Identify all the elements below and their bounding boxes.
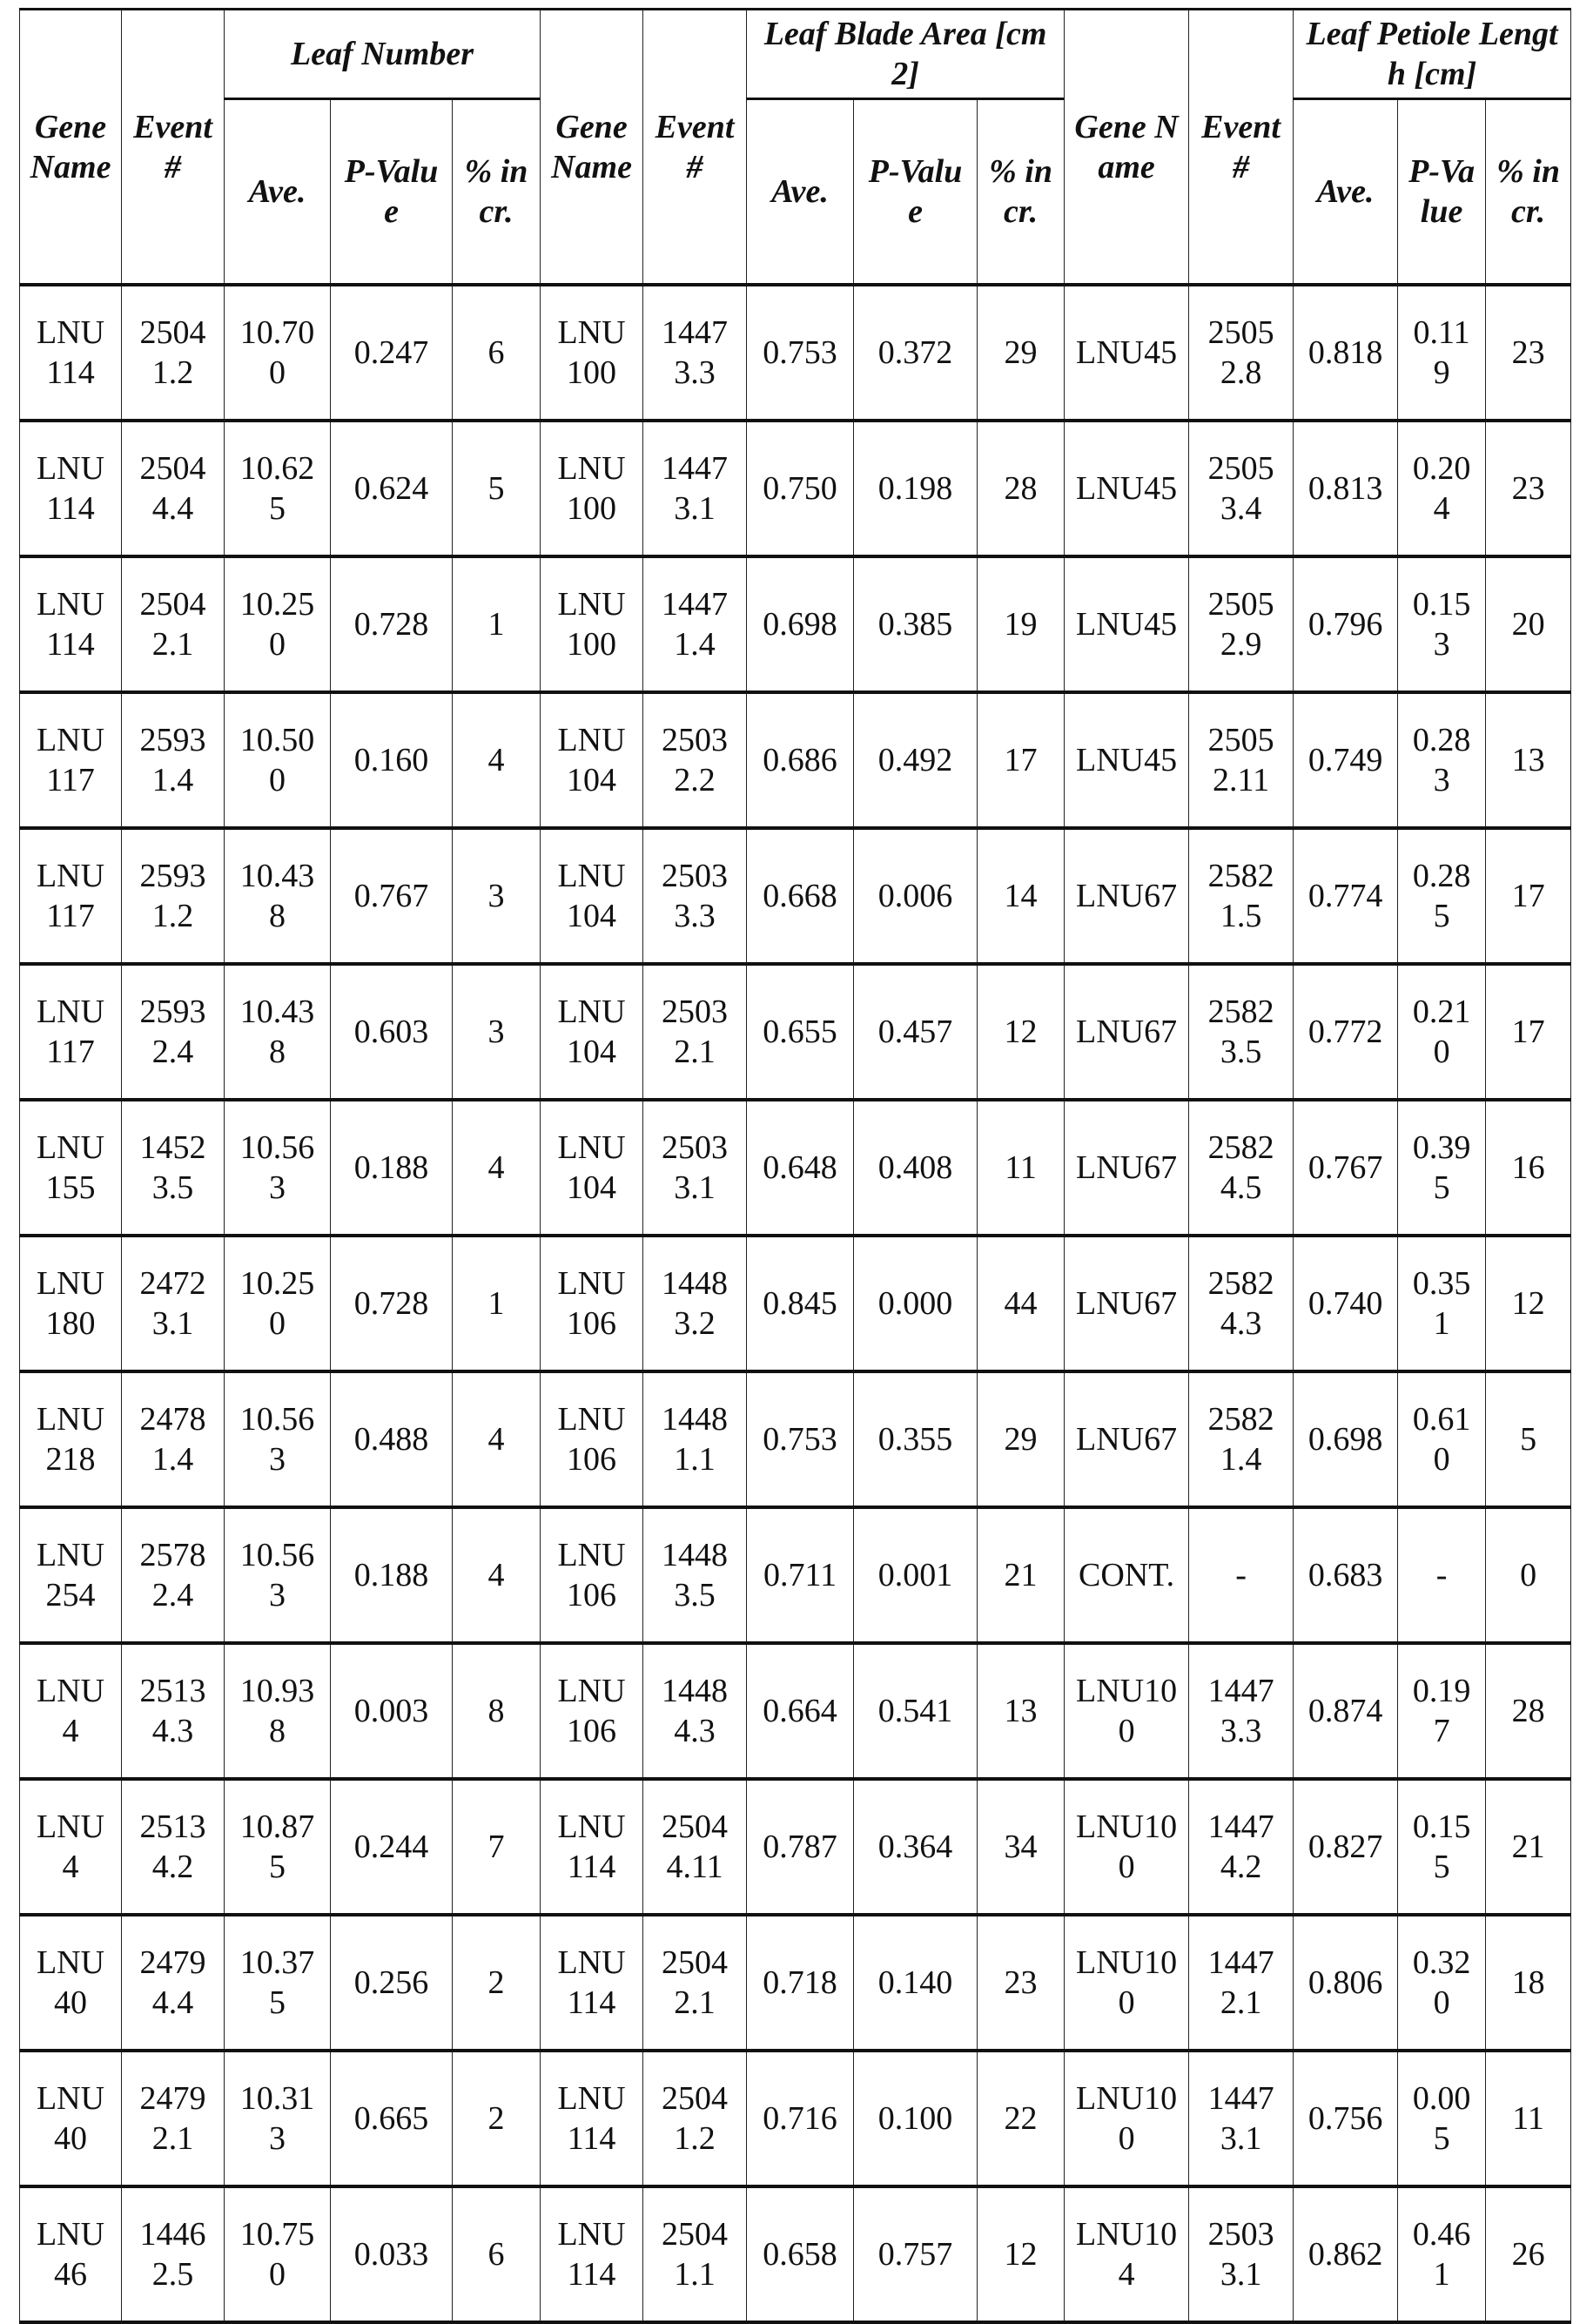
cell-gene-name: LNU114 [541,2051,643,2186]
cell-petiole-length-ave: 0.756 [1294,2051,1398,2186]
cell-leaf-number-ave: 10.438 [225,828,331,964]
cell-petiole-length-ave: 0.818 [1294,285,1398,421]
cell-leaf-number-pvalue: 0.244 [331,1779,453,1915]
cell-leaf-number-pvalue: 0.603 [331,964,453,1100]
cell-petiole-length-incr: 26 [1486,2186,1571,2322]
cell-gene-name: LNU45 [1065,421,1189,556]
header-pvalue: P-Value [331,99,453,286]
results-table [19,8,1571,2324]
cell-event: 14484.3 [643,1643,747,1779]
cell-blade-area-ave: 0.668 [747,828,854,964]
cell-event: 25041.2 [643,2051,747,2186]
cell-gene-name: LNU67 [1065,1236,1189,1371]
cell-leaf-number-incr: 4 [453,692,541,828]
cell-gene-name: LNU114 [20,285,122,421]
cell-blade-area-pvalue: 0.757 [854,2186,978,2322]
cell-blade-area-pvalue: 0.541 [854,1643,978,1779]
cell-blade-area-pvalue: 0.372 [854,285,978,421]
cell-event: 25052.8 [1189,285,1294,421]
cell-blade-area-ave: 0.648 [747,1100,854,1236]
cell-petiole-length-ave: 0.806 [1294,1915,1398,2051]
cell-event: 25032.2 [643,692,747,828]
cell-event: 14462.5 [122,2186,225,2322]
table-row [20,1643,1571,1779]
header-gene-name-2: Gene Name [541,10,643,286]
cell-leaf-number-ave: 10.875 [225,1779,331,1915]
cell-leaf-number-incr: 3 [453,964,541,1100]
cell-event: 14481.1 [643,1371,747,1507]
cell-petiole-length-ave: 0.683 [1294,1507,1398,1643]
header-incr: % incr. [453,99,541,286]
header-ave: Ave. [225,99,331,286]
cell-blade-area-incr: 11 [978,1100,1065,1236]
cell-leaf-number-incr: 7 [453,1779,541,1915]
cell-blade-area-pvalue: 0.006 [854,828,978,964]
cell-blade-area-pvalue: 0.198 [854,421,978,556]
cell-leaf-number-pvalue: 0.728 [331,1236,453,1371]
cell-gene-name: LNU104 [541,1100,643,1236]
cell-event: 14523.5 [122,1100,225,1236]
cell-petiole-length-incr: 21 [1486,1779,1571,1915]
header-ave: Ave. [1294,99,1398,286]
cell-petiole-length-pvalue: 0.461 [1398,2186,1486,2322]
header-ave: Ave. [747,99,854,286]
cell-petiole-length-pvalue: 0.610 [1398,1371,1486,1507]
cell-blade-area-ave: 0.664 [747,1643,854,1779]
cell-leaf-number-incr: 6 [453,2186,541,2322]
cell-petiole-length-incr: 20 [1486,556,1571,692]
cell-leaf-number-ave: 10.563 [225,1507,331,1643]
cell-event: 25821.4 [1189,1371,1294,1507]
cell-event: 25033.3 [643,828,747,964]
cell-petiole-length-incr: 17 [1486,828,1571,964]
cell-blade-area-incr: 44 [978,1236,1065,1371]
cell-blade-area-pvalue: 0.000 [854,1236,978,1371]
table-row [20,421,1571,556]
cell-blade-area-pvalue: 0.385 [854,556,978,692]
cell-event: 25823.5 [1189,964,1294,1100]
cell-gene-name: LNU100 [1065,1643,1189,1779]
cell-leaf-number-pvalue: 0.256 [331,1915,453,2051]
cell-gene-name: LNU67 [1065,1371,1189,1507]
cell-gene-name: LNU40 [20,2051,122,2186]
cell-blade-area-pvalue: 0.364 [854,1779,978,1915]
cell-petiole-length-ave: 0.772 [1294,964,1398,1100]
cell-leaf-number-ave: 10.250 [225,556,331,692]
cell-leaf-number-incr: 4 [453,1507,541,1643]
cell-event: 25052.11 [1189,692,1294,828]
cell-gene-name: LNU100 [541,285,643,421]
cell-gene-name: LNU106 [541,1371,643,1507]
cell-blade-area-ave: 0.711 [747,1507,854,1643]
cell-gene-name: LNU180 [20,1236,122,1371]
cell-blade-area-pvalue: 0.457 [854,964,978,1100]
cell-petiole-length-ave: 0.740 [1294,1236,1398,1371]
table-row [20,285,1571,421]
cell-event: 14473.1 [643,421,747,556]
cell-event: 25932.4 [122,964,225,1100]
cell-blade-area-incr: 13 [978,1643,1065,1779]
cell-petiole-length-pvalue: 0.155 [1398,1779,1486,1915]
table-row [20,1371,1571,1507]
cell-leaf-number-pvalue: 0.665 [331,2051,453,2186]
cell-petiole-length-ave: 0.813 [1294,421,1398,556]
cell-blade-area-incr: 12 [978,964,1065,1100]
cell-petiole-length-incr: 28 [1486,1643,1571,1779]
cell-petiole-length-incr: 13 [1486,692,1571,828]
table-row [20,556,1571,692]
cell-blade-area-ave: 0.658 [747,2186,854,2322]
cell-petiole-length-incr: 18 [1486,1915,1571,2051]
cell-gene-name: LNU67 [1065,828,1189,964]
cell-gene-name: LNU4 [20,1643,122,1779]
cell-event: 24794.4 [122,1915,225,2051]
cell-petiole-length-pvalue: 0.351 [1398,1236,1486,1371]
cell-event: 25033.1 [643,1100,747,1236]
cell-event: 14472.1 [1189,1915,1294,2051]
cell-leaf-number-ave: 10.700 [225,285,331,421]
cell-blade-area-ave: 0.787 [747,1779,854,1915]
table-row [20,692,1571,828]
cell-blade-area-ave: 0.686 [747,692,854,828]
cell-blade-area-pvalue: 0.100 [854,2051,978,2186]
cell-leaf-number-pvalue: 0.033 [331,2186,453,2322]
cell-leaf-number-ave: 10.500 [225,692,331,828]
cell-leaf-number-incr: 2 [453,1915,541,2051]
cell-gene-name: LNU114 [20,556,122,692]
cell-gene-name: LNU4 [20,1779,122,1915]
cell-petiole-length-pvalue: 0.204 [1398,421,1486,556]
cell-gene-name: LNU104 [541,964,643,1100]
cell-petiole-length-ave: 0.796 [1294,556,1398,692]
cell-gene-name: LNU104 [1065,2186,1189,2322]
cell-leaf-number-ave: 10.438 [225,964,331,1100]
table-row [20,2051,1571,2186]
cell-leaf-number-pvalue: 0.488 [331,1371,453,1507]
cell-gene-name: LNU114 [20,421,122,556]
cell-leaf-number-ave: 10.375 [225,1915,331,2051]
cell-gene-name: LNU106 [541,1236,643,1371]
cell-petiole-length-incr: 12 [1486,1236,1571,1371]
table-row [20,1100,1571,1236]
header-leaf-petiole-length: Leaf Petiole Length [cm] [1294,10,1571,99]
cell-gene-name: LNU254 [20,1507,122,1643]
cell-event: 25033.1 [1189,2186,1294,2322]
cell-event: 25931.2 [122,828,225,964]
cell-petiole-length-pvalue: - [1398,1507,1486,1643]
cell-leaf-number-ave: 10.563 [225,1371,331,1507]
cell-blade-area-incr: 34 [978,1779,1065,1915]
cell-blade-area-incr: 17 [978,692,1065,828]
cell-gene-name: CONT. [1065,1507,1189,1643]
cell-leaf-number-pvalue: 0.188 [331,1100,453,1236]
cell-blade-area-ave: 0.845 [747,1236,854,1371]
cell-blade-area-ave: 0.753 [747,285,854,421]
cell-leaf-number-incr: 5 [453,421,541,556]
cell-petiole-length-ave: 0.862 [1294,2186,1398,2322]
cell-leaf-number-pvalue: 0.003 [331,1643,453,1779]
cell-petiole-length-pvalue: 0.283 [1398,692,1486,828]
header-incr: % incr. [978,99,1065,286]
header-incr: % incr. [1486,99,1571,286]
table-row [20,1507,1571,1643]
header-event-1: Event # [122,10,225,286]
cell-blade-area-incr: 19 [978,556,1065,692]
cell-event: 24723.1 [122,1236,225,1371]
cell-event: 25053.4 [1189,421,1294,556]
header-pvalue: P-Value [1398,99,1486,286]
cell-leaf-number-pvalue: 0.247 [331,285,453,421]
cell-blade-area-ave: 0.655 [747,964,854,1100]
cell-blade-area-incr: 21 [978,1507,1065,1643]
header-gene-name-1: Gene Name [20,10,122,286]
cell-gene-name: LNU100 [1065,1779,1189,1915]
cell-gene-name: LNU155 [20,1100,122,1236]
cell-gene-name: LNU114 [541,2186,643,2322]
cell-event: 14473.3 [1189,1643,1294,1779]
cell-gene-name: LNU100 [541,421,643,556]
cell-event: 14483.5 [643,1507,747,1643]
cell-blade-area-pvalue: 0.140 [854,1915,978,2051]
cell-leaf-number-pvalue: 0.728 [331,556,453,692]
table-row [20,828,1571,964]
cell-blade-area-incr: 29 [978,1371,1065,1507]
header-pvalue: P-Value [854,99,978,286]
cell-petiole-length-ave: 0.874 [1294,1643,1398,1779]
cell-blade-area-pvalue: 0.001 [854,1507,978,1643]
header-leaf-blade-area: Leaf Blade Area [cm2] [747,10,1065,99]
cell-petiole-length-pvalue: 0.119 [1398,285,1486,421]
cell-event: 14471.4 [643,556,747,692]
cell-event: 25042.1 [643,1915,747,2051]
cell-leaf-number-ave: 10.625 [225,421,331,556]
cell-gene-name: LNU40 [20,1915,122,2051]
cell-leaf-number-incr: 8 [453,1643,541,1779]
cell-gene-name: LNU104 [541,692,643,828]
cell-blade-area-ave: 0.750 [747,421,854,556]
cell-petiole-length-pvalue: 0.320 [1398,1915,1486,2051]
cell-gene-name: LNU218 [20,1371,122,1507]
header-event-3: Event # [1189,10,1294,286]
cell-gene-name: LNU104 [541,828,643,964]
cell-blade-area-incr: 12 [978,2186,1065,2322]
cell-blade-area-ave: 0.698 [747,556,854,692]
header-event-2: Event # [643,10,747,286]
cell-petiole-length-pvalue: 0.153 [1398,556,1486,692]
cell-leaf-number-incr: 3 [453,828,541,964]
cell-leaf-number-pvalue: 0.188 [331,1507,453,1643]
cell-event: 25824.5 [1189,1100,1294,1236]
cell-gene-name: LNU100 [541,556,643,692]
cell-gene-name: LNU117 [20,964,122,1100]
cell-event: 25821.5 [1189,828,1294,964]
table-row [20,1915,1571,2051]
cell-leaf-number-incr: 4 [453,1371,541,1507]
cell-gene-name: LNU67 [1065,964,1189,1100]
cell-event: 25041.1 [643,2186,747,2322]
cell-gene-name: LNU67 [1065,1100,1189,1236]
cell-gene-name: LNU117 [20,828,122,964]
cell-leaf-number-incr: 4 [453,1100,541,1236]
cell-petiole-length-ave: 0.827 [1294,1779,1398,1915]
cell-event: 25134.3 [122,1643,225,1779]
cell-petiole-length-pvalue: 0.197 [1398,1643,1486,1779]
cell-event: 25782.4 [122,1507,225,1643]
cell-event: 25134.2 [122,1779,225,1915]
cell-petiole-length-pvalue: 0.285 [1398,828,1486,964]
cell-gene-name: LNU106 [541,1507,643,1643]
cell-blade-area-ave: 0.716 [747,2051,854,2186]
cell-event: 25042.1 [122,556,225,692]
cell-petiole-length-incr: 17 [1486,964,1571,1100]
cell-event: 25052.9 [1189,556,1294,692]
cell-leaf-number-pvalue: 0.160 [331,692,453,828]
cell-gene-name: LNU117 [20,692,122,828]
cell-event: 25044.4 [122,421,225,556]
cell-petiole-length-incr: 0 [1486,1507,1571,1643]
table-body [20,285,1571,2322]
cell-blade-area-pvalue: 0.408 [854,1100,978,1236]
cell-gene-name: LNU106 [541,1643,643,1779]
cell-petiole-length-incr: 16 [1486,1100,1571,1236]
table-row [20,964,1571,1100]
cell-blade-area-incr: 23 [978,1915,1065,2051]
cell-gene-name: LNU46 [20,2186,122,2322]
cell-gene-name: LNU45 [1065,285,1189,421]
cell-event: 14473.3 [643,285,747,421]
cell-blade-area-pvalue: 0.355 [854,1371,978,1507]
cell-event: - [1189,1507,1294,1643]
table-row [20,1779,1571,1915]
cell-event: 14474.2 [1189,1779,1294,1915]
cell-blade-area-incr: 22 [978,2051,1065,2186]
cell-petiole-length-pvalue: 0.395 [1398,1100,1486,1236]
cell-petiole-length-ave: 0.698 [1294,1371,1398,1507]
cell-leaf-number-pvalue: 0.767 [331,828,453,964]
cell-blade-area-pvalue: 0.492 [854,692,978,828]
cell-petiole-length-incr: 23 [1486,421,1571,556]
cell-leaf-number-ave: 10.563 [225,1100,331,1236]
cell-blade-area-incr: 14 [978,828,1065,964]
cell-petiole-length-incr: 23 [1486,285,1571,421]
cell-gene-name: LNU100 [1065,1915,1189,2051]
cell-gene-name: LNU45 [1065,692,1189,828]
cell-event: 25032.1 [643,964,747,1100]
cell-leaf-number-ave: 10.938 [225,1643,331,1779]
cell-blade-area-ave: 0.718 [747,1915,854,2051]
cell-gene-name: LNU114 [541,1915,643,2051]
cell-event: 14483.2 [643,1236,747,1371]
cell-petiole-length-incr: 11 [1486,2051,1571,2186]
cell-event: 25824.3 [1189,1236,1294,1371]
table-row [20,1236,1571,1371]
cell-gene-name: LNU100 [1065,2051,1189,2186]
cell-leaf-number-ave: 10.750 [225,2186,331,2322]
cell-event: 25041.2 [122,285,225,421]
cell-leaf-number-incr: 2 [453,2051,541,2186]
cell-gene-name: LNU114 [541,1779,643,1915]
header-leaf-number: Leaf Number [225,10,541,99]
cell-leaf-number-pvalue: 0.624 [331,421,453,556]
cell-petiole-length-ave: 0.749 [1294,692,1398,828]
cell-leaf-number-ave: 10.250 [225,1236,331,1371]
cell-petiole-length-incr: 5 [1486,1371,1571,1507]
cell-petiole-length-pvalue: 0.210 [1398,964,1486,1100]
cell-blade-area-incr: 29 [978,285,1065,421]
cell-petiole-length-ave: 0.767 [1294,1100,1398,1236]
cell-leaf-number-incr: 6 [453,285,541,421]
cell-event: 25931.4 [122,692,225,828]
cell-leaf-number-incr: 1 [453,1236,541,1371]
cell-event: 24792.1 [122,2051,225,2186]
header-gene-name-3: Gene Name [1065,10,1189,286]
cell-event: 14473.1 [1189,2051,1294,2186]
cell-gene-name: LNU45 [1065,556,1189,692]
cell-leaf-number-ave: 10.313 [225,2051,331,2186]
table-row [20,2186,1571,2322]
cell-blade-area-ave: 0.753 [747,1371,854,1507]
cell-petiole-length-pvalue: 0.005 [1398,2051,1486,2186]
cell-event: 25044.11 [643,1779,747,1915]
cell-petiole-length-ave: 0.774 [1294,828,1398,964]
cell-event: 24781.4 [122,1371,225,1507]
cell-blade-area-incr: 28 [978,421,1065,556]
cell-leaf-number-incr: 1 [453,556,541,692]
